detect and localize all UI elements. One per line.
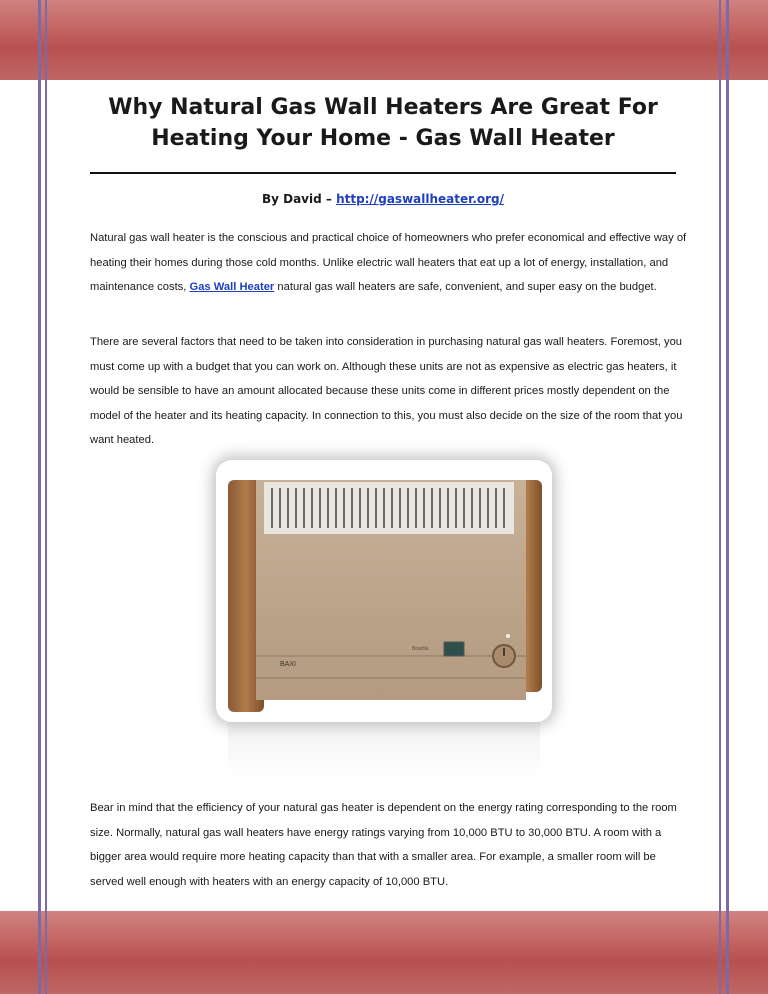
byline — [90, 192, 676, 206]
heater-model-label: Brazilia — [412, 646, 429, 652]
photo-reflection — [228, 722, 540, 778]
left-border-line — [38, 0, 41, 994]
paragraph-intro-text-start: Natural gas wall heater is the conscious and practical choice of homeowners who prefer economical and effective way of heating their homes during those cold months. Unlike electric wall heaters that eat up a lot of energy, installation, and maintenance costs, — [90, 232, 687, 293]
page-title: Why Natural Gas Wall Heaters Are Great For Heating Your Home - Gas Wall Heater — [108, 95, 658, 151]
title-divider — [90, 172, 676, 174]
paragraph-factors: There are several factors that need to be taken into consideration in purchasing natural gas wall heaters. Foremost, you must come up with a budget that you can work on. Although these units are not as expensive as electric gas heaters, it would be sensible to have an amount allocated because these units come in different prices mostly dependent on the model of the heater and its heating capacity. In connection to this, you must also decide on the size of the room that you want heated. — [90, 336, 683, 446]
paragraph-intro-text-end: natural gas wall heaters are safe, convenient, and super easy on the budget. — [274, 281, 657, 293]
left-border-line-inner — [45, 0, 47, 994]
right-border-line-inner — [719, 0, 721, 994]
top-decorative-band — [0, 0, 768, 80]
heater-brand-label: BAXI — [280, 661, 296, 668]
paragraph-intro — [90, 226, 690, 300]
gas-wall-heater-photo — [216, 460, 552, 722]
gas-wall-heater-link[interactable]: Gas Wall Heater — [189, 281, 275, 293]
right-border-line — [726, 0, 729, 994]
paragraph-efficiency: Bear in mind that the efficiency of your natural gas heater is dependent on the energy rating corresponding to the room size. Normally, natural gas wall heaters have energy ratings varying from 10,000 BTU to 30,000 BTU. A room with a bigger area would require more heating capacity than that with a smaller area. For example, a smaller room will be served well enough with heaters with an energy capacity of 10,000 BTU. — [90, 802, 677, 888]
site-link[interactable]: http://gaswallheater.org/ — [336, 192, 505, 206]
byline-author: By David – — [261, 192, 337, 206]
bottom-decorative-band — [0, 911, 768, 994]
